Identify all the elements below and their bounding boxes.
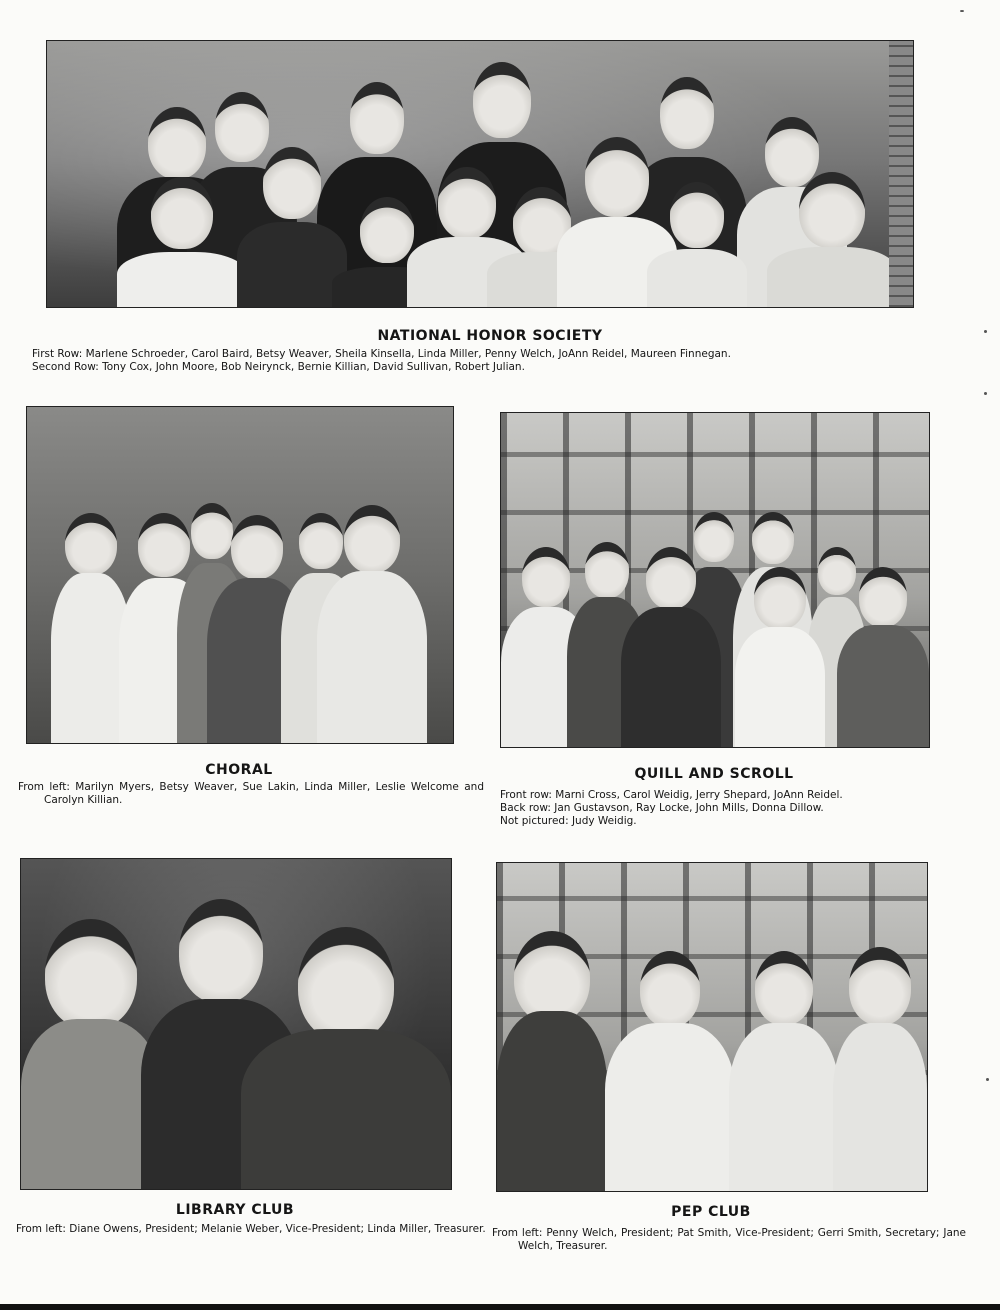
person-figure: [117, 177, 247, 307]
photo-quill-and-scroll: [500, 412, 930, 748]
pep-title: PEP CLUB: [671, 1204, 751, 1220]
photo-pep-club: [496, 862, 928, 1192]
person-figure: [729, 951, 839, 1191]
library-title: LIBRARY CLUB: [175, 1202, 295, 1218]
person-figure: [237, 147, 347, 307]
nhs-title: NATIONAL HONOR SOCIETY: [377, 328, 603, 344]
nhs-first-row: First Row: Marlene Schroeder, Carol Baird, Betsy Weaver, Sheila Kinsella, Linda Miller, Penny Welch, JoAnn Reidel, Maureen Finnegan.: [32, 348, 731, 360]
quill-back-row: Back row: Jan Gustavson, Ray Locke, John Mills, Donna Dillow.: [500, 802, 824, 814]
person-figure: [605, 951, 735, 1191]
nhs-caption: [32, 348, 832, 374]
scan-speck: [984, 392, 987, 395]
person-figure: [21, 919, 161, 1189]
page-bottom-edge: [0, 1304, 1000, 1310]
person-figure: [837, 567, 929, 747]
person-figure: [241, 927, 451, 1189]
photo-library-club: [20, 858, 452, 1190]
person-figure: [621, 547, 721, 747]
person-figure: [735, 567, 825, 747]
scan-speck: [960, 10, 964, 12]
brick-column: [889, 41, 913, 307]
person-figure: [833, 947, 927, 1191]
photo-choral: [26, 406, 454, 744]
quill-caption: [500, 789, 940, 828]
choral-title: CHORAL: [205, 762, 273, 778]
scan-speck: [984, 330, 987, 333]
library-caption: From left: Diane Owens, President; Melanie Weber, Vice-President; Linda Miller, Treasurer.: [16, 1223, 486, 1235]
person-figure: [647, 182, 747, 307]
pep-caption: From left: Penny Welch, President; Pat Smith, Vice-President; Gerri Smith, Secretary; Jane Welch, Treasurer.: [492, 1227, 966, 1252]
quill-front-row: Front row: Marni Cross, Carol Weidig, Jerry Shepard, JoAnn Reidel.: [500, 789, 843, 801]
photo-national-honor-society: [46, 40, 914, 308]
choral-caption: From left: Marilyn Myers, Betsy Weaver, Sue Lakin, Linda Miller, Leslie Welcome and Carolyn Killian.: [18, 781, 484, 806]
quill-not-pictured: Not pictured: Judy Weidig.: [500, 815, 637, 827]
person-figure: [767, 172, 897, 307]
person-figure: [497, 931, 607, 1191]
quill-title: QUILL AND SCROLL: [634, 766, 794, 782]
person-figure: [317, 505, 427, 743]
scan-speck: [986, 1078, 989, 1081]
nhs-second-row: Second Row: Tony Cox, John Moore, Bob Neirynck, Bernie Killian, David Sullivan, Robert Julian.: [32, 361, 525, 373]
